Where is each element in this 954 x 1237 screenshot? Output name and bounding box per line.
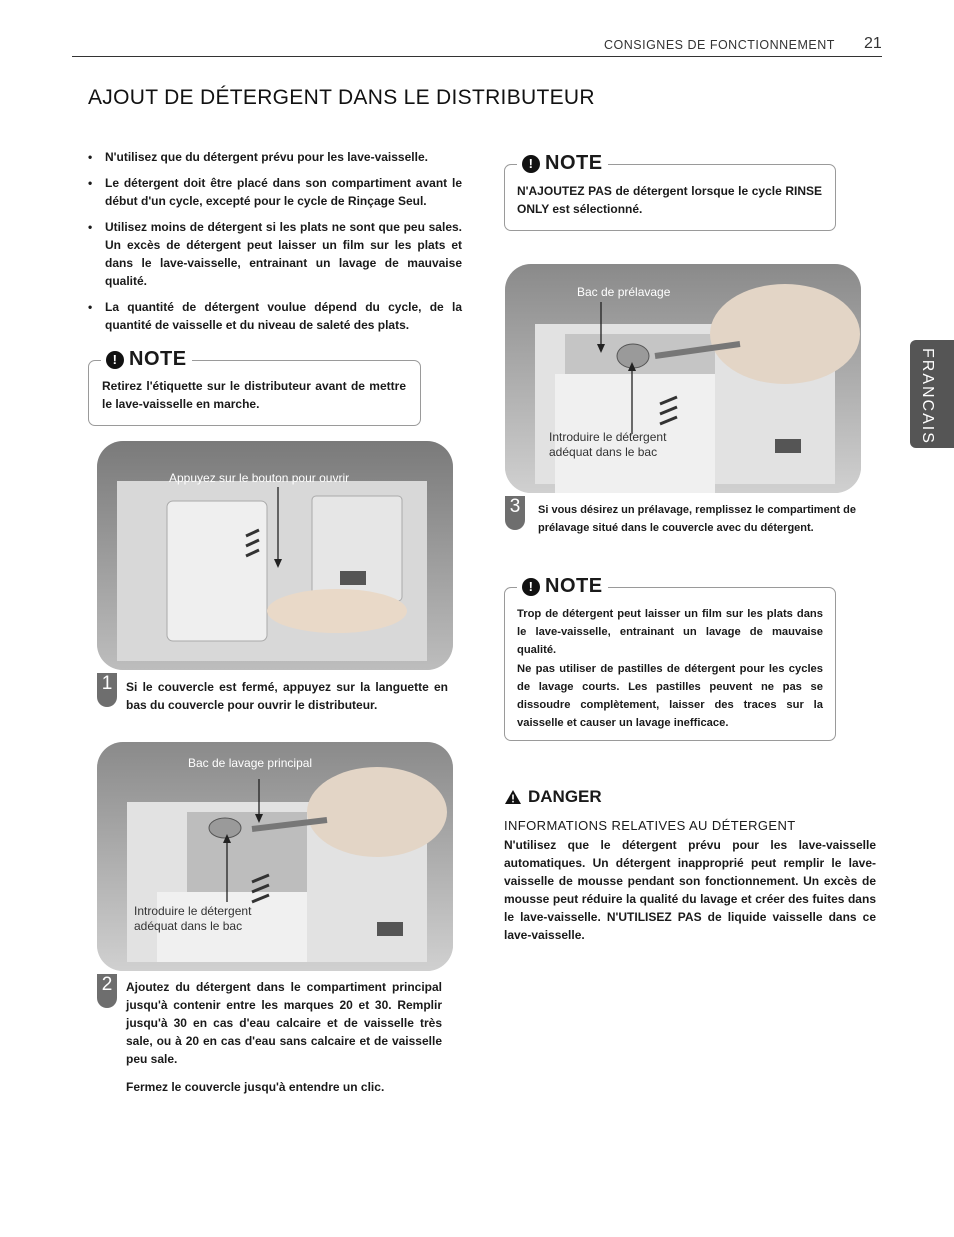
danger-subtitle: INFORMATIONS RELATIVES AU DÉTERGENT (504, 818, 796, 833)
step-3-text: Si vous désirez un prélavage, remplissez le compartiment de prélavage situé dans le couvercle avec du détergent. (538, 504, 856, 534)
note-title-label: NOTE (545, 152, 603, 174)
detergent-bullet-list (88, 148, 462, 342)
bullet-item: • Le détergent doit être placé dans son compartiment avant le début d'un cycle, excepté pour le cycle de Rinçage Seul. (88, 174, 462, 210)
note-box-label (88, 348, 421, 426)
note-box-rinse (504, 152, 836, 231)
note-title-label: NOTE (129, 348, 187, 370)
step-3-photo (505, 264, 861, 493)
page-title: AJOUT DE DÉTERGENT DANS LE DISTRIBUTEUR (88, 86, 595, 109)
dispenser-photo-2 (97, 742, 453, 971)
step-2-photo (97, 742, 453, 971)
header-divider (72, 56, 882, 57)
step-2-text: Ajoutez du détergent dans le compartiment principal jusqu'à contenir entre les marques 20 et 30. Remplir jusqu'à 30 en cas d'eau calcaire et de vaisselle très sale, ou à 20 en cas d'eau sans calcaire et de vaisselle peu sale. (126, 980, 442, 1066)
danger-title-label: DANGER (528, 787, 602, 806)
note-text-line1: Trop de détergent peut laisser un film sur les plats dans le lave-vaisselle, entrainant un lavage de mauvaise qualité. (517, 608, 823, 656)
step-3-photo-caption-bottom: Introduire le détergent adéquat dans le bac (549, 430, 667, 459)
language-tab-label: FRANCAIS (919, 348, 936, 445)
bullet-item: • La quantité de détergent voulue dépend du cycle, de la quantité de vaisselle et du niveau de saleté des plats. (88, 298, 462, 334)
step-2-photo-caption-top: Bac de lavage principal (188, 756, 313, 770)
bullet-item: • N'utilisez que du détergent prévu pour les lave-vaisselle. (88, 148, 462, 166)
exclamation-icon: ! (106, 351, 124, 369)
page-number: 21 (864, 35, 882, 52)
step-1-photo (97, 441, 453, 670)
danger-text: N'utilisez que le détergent prévu pour les lave-vaisselle automatiques. Un détergent inapproprié peut remplir le lave-vaisselle de mousse pendant son fonctionnement. Un excès de mousse peut réduire la qualité du lavage et créer des fuites dans le lave-vaisselle. N'UTILISEZ PAS de liquide vaisselle dans ce lave-vaisselle. (504, 838, 876, 942)
note-title (517, 575, 608, 598)
step-1-badge: 1 (97, 673, 117, 707)
note-box-excess (504, 575, 836, 741)
step-2-photo-caption-bottom: Introduire le détergent adéquat dans le bac (134, 904, 252, 933)
note-text: Retirez l'étiquette sur le distributeur avant de mettre le lave-vaisselle en marche. (102, 379, 406, 411)
exclamation-icon: ! (522, 578, 540, 596)
exclamation-icon: ! (522, 155, 540, 173)
warning-icon (504, 789, 522, 805)
note-text: N'AJOUTEZ PAS de détergent lorsque le cycle RINSE ONLY est sélectionné. (517, 184, 822, 216)
note-text-line2: Ne pas utiliser de pastilles de détergent pour les cycles de lavage courts. Les pastilles peuvent ne pas se dissoudre complètement, laisser des traces sur la vaisselle et causer un lavage inefficace. (517, 663, 823, 729)
step-2-text-close: Fermez le couvercle jusqu'à entendre un clic. (126, 1080, 385, 1094)
step-3-badge: 3 (505, 496, 525, 530)
header-section-title: CONSIGNES DE FONCTIONNEMENT (604, 38, 835, 52)
step-1-text: Si le couvercle est fermé, appuyez sur la languette en bas du couvercle pour ouvrir le distributeur. (126, 680, 448, 712)
note-title-label: NOTE (545, 575, 603, 597)
language-tab (910, 340, 954, 448)
bullet-item: • Utilisez moins de détergent si les plats ne sont que peu sales. Un excès de détergent peut laisser un film sur les plats et dans le lave-vaisselle, entrainant un lavage de mauvaise qualité. (88, 218, 462, 290)
note-title (101, 348, 192, 371)
note-title (517, 152, 608, 175)
step-1-photo-caption: Appuyez sur le bouton pour ouvrir (169, 471, 350, 485)
step-3-photo-caption-top: Bac de prélavage (577, 285, 671, 299)
step-2-badge: 2 (97, 974, 117, 1008)
danger-title (504, 787, 602, 807)
